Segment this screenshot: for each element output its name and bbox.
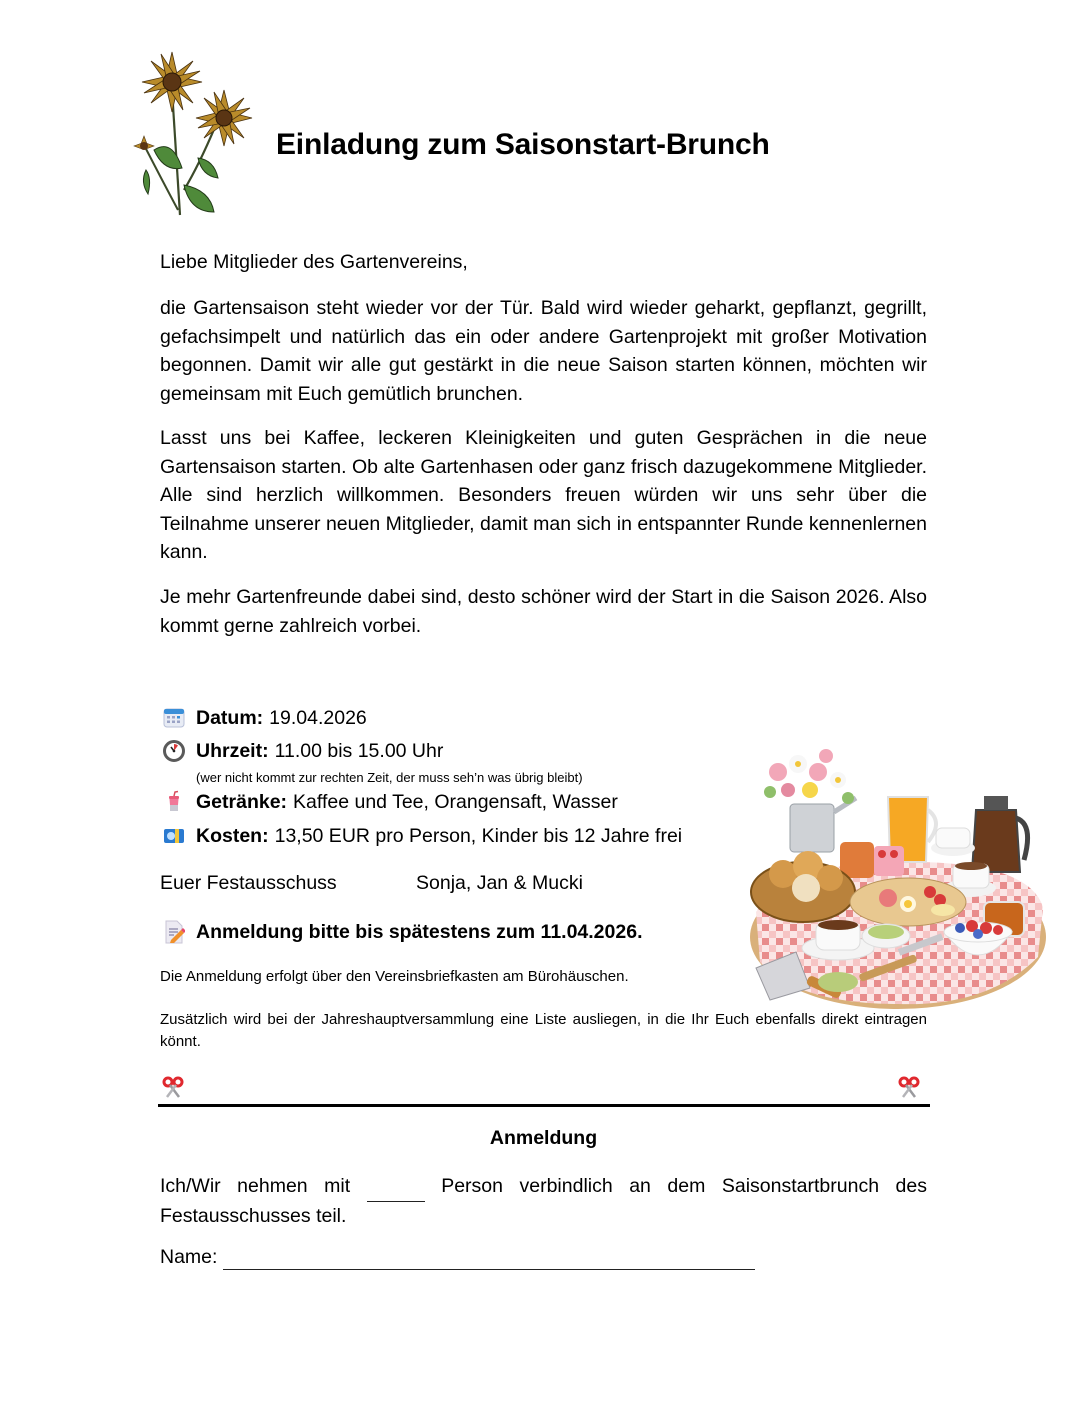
signature <box>160 872 583 895</box>
paragraph-closing <box>160 583 927 640</box>
person-count-field[interactable] <box>367 1172 425 1202</box>
brunch-table-illustration <box>748 742 1048 1012</box>
form-text-after: Person verbindlich an dem Saisonstartbrunch des Festausschusses teil. <box>160 1175 927 1227</box>
detail-label: Datum: <box>196 706 264 729</box>
name-field[interactable] <box>223 1246 755 1270</box>
clock-icon <box>162 739 186 763</box>
name-label: Name: <box>160 1246 218 1268</box>
detail-value: 13,50 EUR pro Person, Kinder bis 12 Jahre frei <box>274 824 683 847</box>
detail-value: Kaffee und Tee, Orangensaft, Wasser <box>293 790 618 813</box>
time-note: (wer nicht kommt zur rechten Zeit, der muss seh’n was übrig bleibt) <box>196 770 583 785</box>
cut-line-divider <box>158 1104 930 1107</box>
calendar-icon <box>162 706 186 730</box>
paragraph-intro <box>160 294 927 408</box>
form-attendance-statement <box>160 1172 927 1230</box>
signature-label: Euer Festausschuss <box>160 872 337 894</box>
paragraph-text: Je mehr Gartenfreunde dabei sind, desto schöner wird der Start in die Saison 2026. Also kommt gerne zahlreich vorbei. <box>160 586 927 637</box>
form-text-before: Ich/Wir nehmen mit <box>160 1175 351 1197</box>
memo-pencil-icon <box>162 920 186 944</box>
detail-getraenke <box>162 790 618 814</box>
detail-uhrzeit <box>162 739 443 763</box>
detail-datum <box>162 706 367 730</box>
money-icon <box>162 824 186 848</box>
detail-label: Kosten: <box>196 824 269 847</box>
signature-names: Sonja, Jan & Mucki <box>416 872 583 894</box>
form-title: Anmeldung <box>489 1127 598 1149</box>
paragraph-text: Lasst uns bei Kaffee, leckeren Kleinigkeiten und guten Gesprächen in die neue Gartensaison starten. Ob alte Gartenhasen oder ganz frisch dazugekommene Mitglieder. Alle sind herzlich willkommen. Besonders freuen würden wir uns sehr über die Teilnahme unserer neuen Mitglieder, damit man sich in entspannter Runde kennenlernen kann. <box>160 427 927 563</box>
form-name-row <box>160 1246 755 1270</box>
detail-kosten <box>162 824 682 848</box>
drink-cup-icon <box>162 790 186 814</box>
page-title: Einladung zum Saisonstart-Brunch <box>276 128 770 161</box>
registration-info-list: Zusätzlich wird bei der Jahreshauptversammlung eine Liste ausliegen, in die Ihr Euch ebenfalls direkt eintragen könnt. <box>160 1011 927 1050</box>
scissors-icon <box>162 1075 184 1104</box>
registration-deadline <box>162 920 642 944</box>
paragraph-invitation <box>160 424 927 567</box>
greeting: Liebe Mitglieder des Gartenvereins, <box>160 251 468 273</box>
detail-value: 19.04.2026 <box>269 706 367 729</box>
detail-label: Uhrzeit: <box>196 739 269 762</box>
registration-info-mailbox: Die Anmeldung erfolgt über den Vereinsbriefkasten am Bürohäuschen. <box>160 968 629 985</box>
detail-label: Getränke: <box>196 790 288 813</box>
sunflower-illustration <box>132 50 282 220</box>
detail-value: 11.00 bis 15.00 Uhr <box>274 739 444 762</box>
deadline-text: Anmeldung bitte bis spätestens zum 11.04.2026. <box>196 920 643 943</box>
paragraph-text: die Gartensaison steht wieder vor der Tür. Bald wird wieder geharkt, gepflanzt, gegrillt, gefachsimpelt und natürlich das ein oder andere Gartenprojekt mit großer Motivation begonnen. Damit wir alle gut gestärkt in die neue Saison starten können, möchten wir gemeinsam mit Euch gemütlich brunchen. <box>160 297 927 405</box>
scissors-icon <box>898 1075 920 1104</box>
